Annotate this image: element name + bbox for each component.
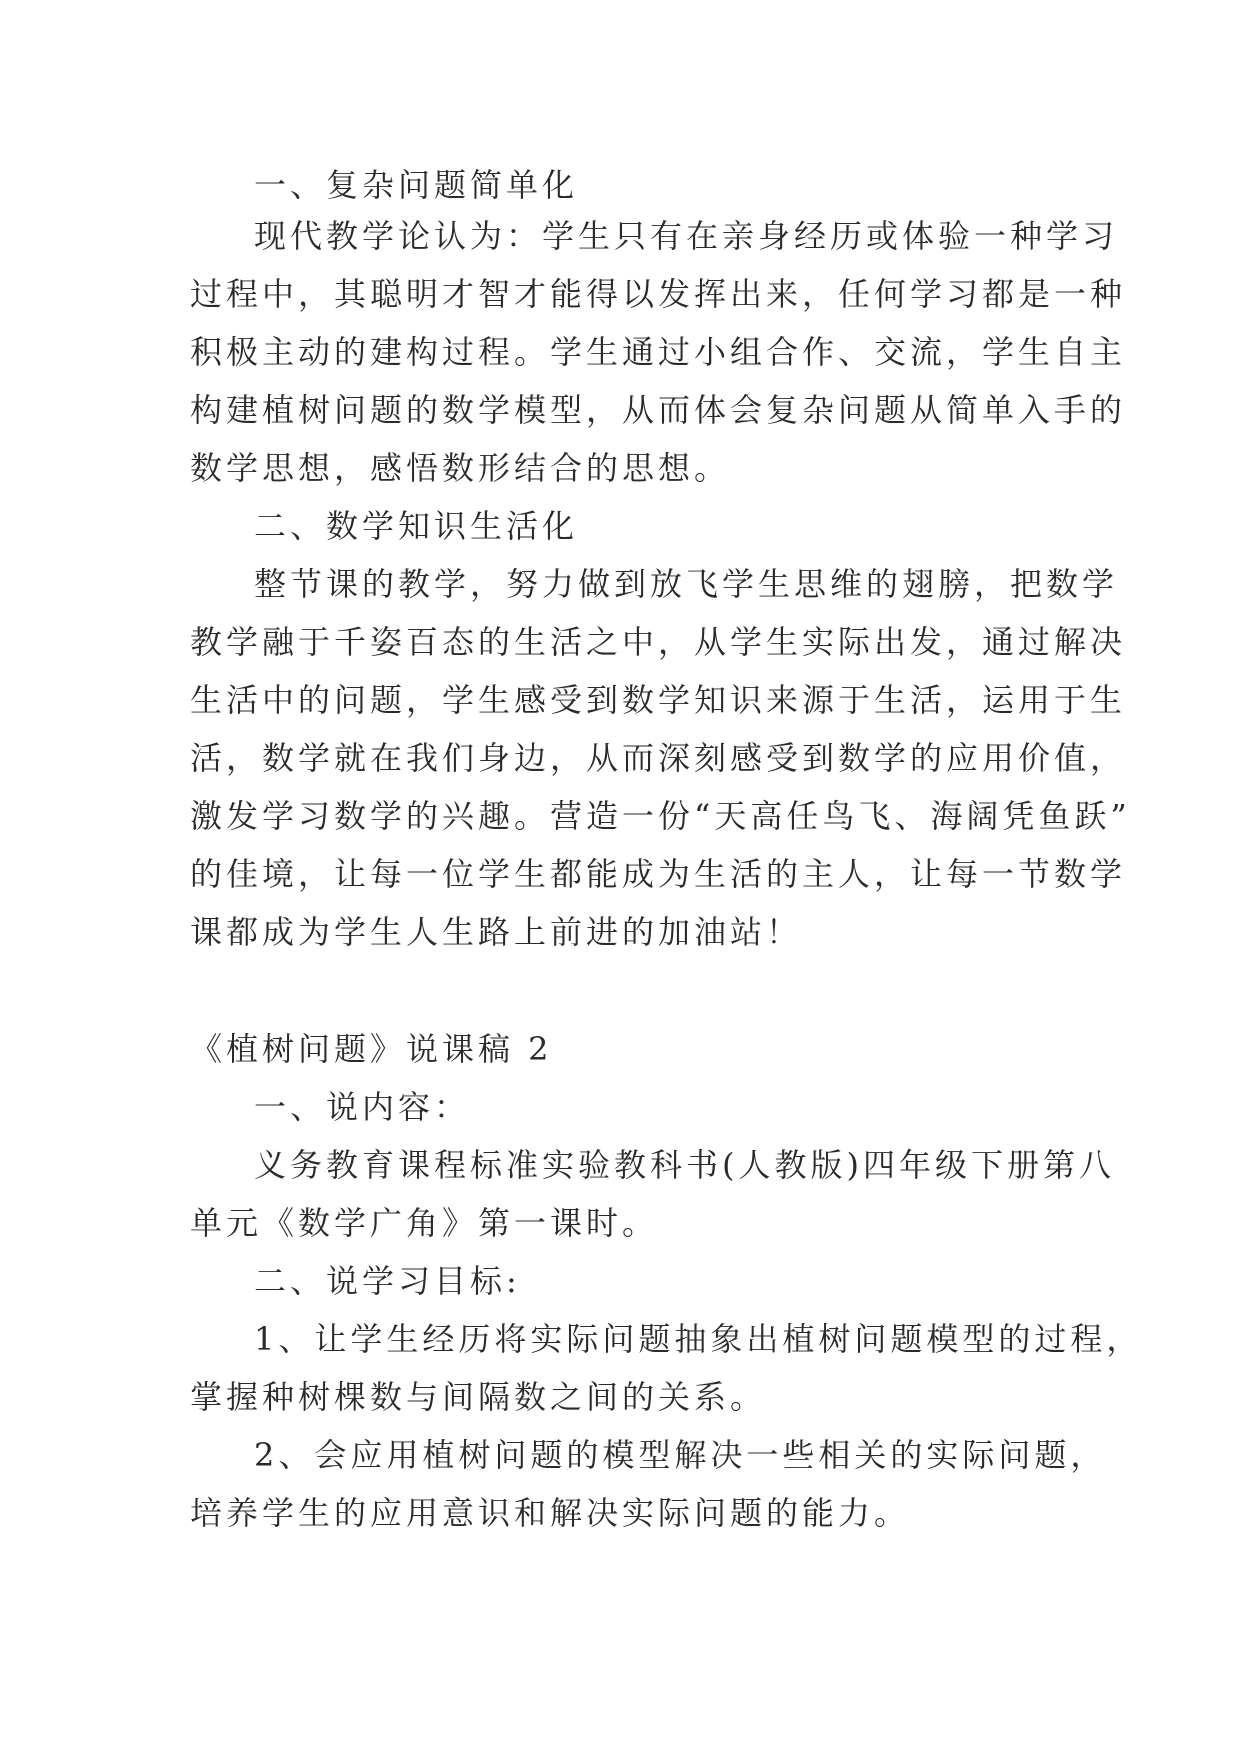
paragraph-line: 义务教育课程标准实验教科书(人教版)四年级下册第八 [254,1146,1115,1184]
goal-line: 培养学生的应用意识和解决实际问题的能力。 [190,1494,911,1532]
goal-line: 掌握种树棵数与间隔数之间的关系。 [190,1378,767,1416]
paragraph-line: 构建植树问题的数学模型，从而体会复杂问题从简单入手的 [190,391,1127,429]
goal-line: 2、会应用植树问题的模型解决一些相关的实际问题， [254,1436,1107,1474]
section-heading-2: 二、数学知识生活化 [254,507,579,545]
section-heading-goals: 二、说学习目标: [254,1262,521,1300]
paragraph-line: 过程中，其聪明才智才能得以发挥出来，任何学习都是一种 [190,275,1127,313]
paragraph-line: 积极主动的建构过程。学生通过小组合作、交流，学生自主 [190,333,1127,371]
paragraph-line: 活，数学就在我们身边，从而深刻感受到数学的应用价值， [190,739,1127,777]
paragraph-line: 课都成为学生人生路上前进的加油站！ [190,913,803,951]
paragraph-line: 整节课的教学，努力做到放飞学生思维的翅膀，把数学 [254,565,1119,603]
section-heading-content: 一、说内容： [254,1088,471,1126]
paragraph-line: 生活中的问题，学生感受到数学知识来源于生活，运用于生 [190,681,1127,719]
document-title: 《植树问题》说课稿 2 [190,1030,553,1068]
paragraph-line: 教学融于千姿百态的生活之中，从学生实际出发，通过解决 [190,623,1127,661]
paragraph-line: 的佳境，让每一位学生都能成为生活的主人，让每一节数学 [190,855,1127,893]
paragraph-line: 单元《数学广角》第一课时。 [190,1204,659,1242]
paragraph-line: 数学思想，感悟数形结合的思想。 [190,449,731,487]
paragraph-line: 现代教学论认为：学生只有在亲身经历或体验一种学习 [254,217,1119,255]
paragraph-line: 激发学习数学的兴趣。营造一份“天高任鸟飞、海阔凭鱼跃” [190,797,1131,835]
goal-line: 1、让学生经历将实际问题抽象出植树问题模型的过程， [254,1320,1143,1358]
section-heading-1: 一、复杂问题简单化 [254,166,579,204]
